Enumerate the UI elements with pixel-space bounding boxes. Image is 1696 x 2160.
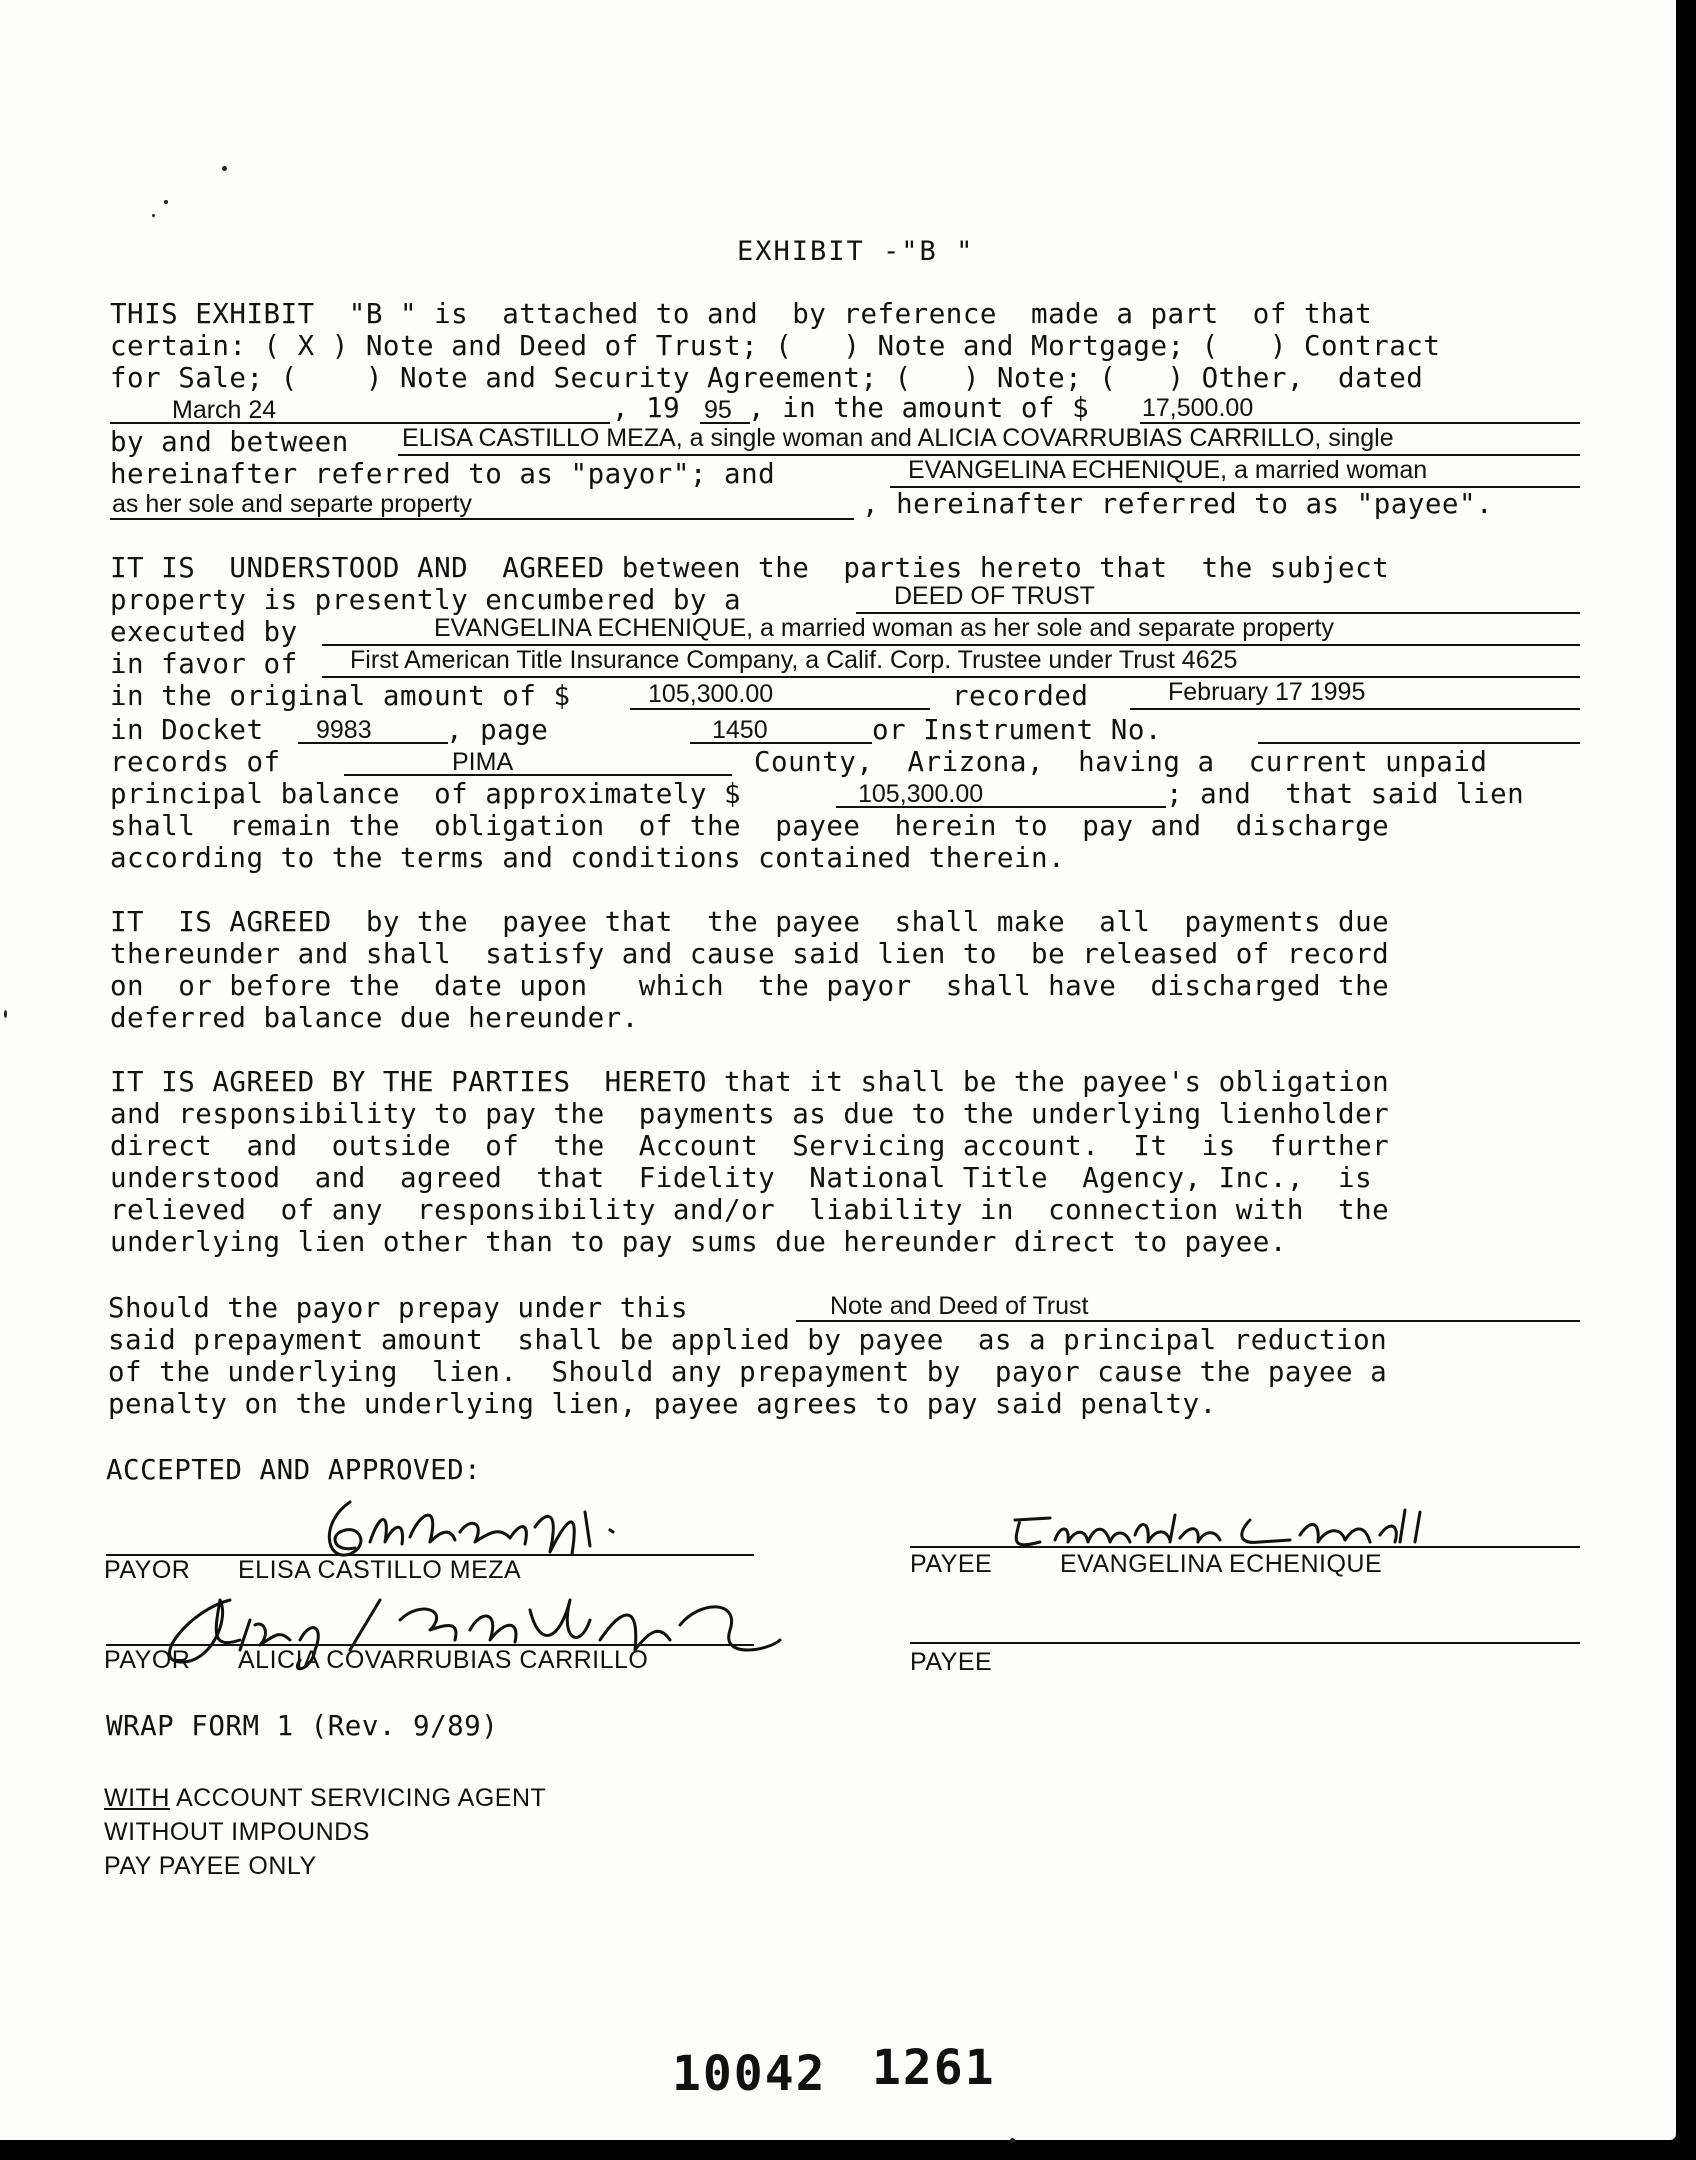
accepted-heading: ACCEPTED AND APPROVED: <box>106 1454 482 1486</box>
favor-of-blank <box>322 676 1580 678</box>
scan-speck <box>152 214 155 217</box>
para1-line7: , hereinafter referred to as "payee". <box>862 488 1494 520</box>
para2-line8b: ; and that said lien <box>1166 778 1525 810</box>
para4-line1: IT IS AGREED BY THE PARTIES HERETO that it shall be the payee's obligation <box>110 1066 1390 1098</box>
payee2-value: as her sole and separte property <box>112 490 472 518</box>
para1-line2: certain: ( X ) Note and Deed of Trust; ( ) Note and Mortgage; ( ) Contract <box>110 330 1441 362</box>
favor-of-value: First American Title Insurance Company, a Calif. Corp. Trustee under Trust 4625 <box>350 646 1238 674</box>
option-with-account-servicing <box>104 1784 546 1813</box>
payee-value: EVANGELINA ECHENIQUE, a married woman <box>908 456 1428 484</box>
para2-line5a: in the original amount of $ <box>110 680 571 712</box>
payors-value: ELISA CASTILLO MEZA, a single woman and ALICIA COVARRUBIAS CARRILLO, single <box>402 424 1394 452</box>
page-value: 1450 <box>712 716 768 744</box>
recording-number-page: 1261 <box>872 2040 996 2096</box>
payor1-label: PAYOR <box>104 1556 191 1584</box>
para1-line6: hereinafter referred to as "payor"; and <box>110 458 776 490</box>
para4-line3: direct and outside of the Account Servicing account. It is further <box>110 1130 1390 1162</box>
para2-line10: according to the terms and conditions contained therein. <box>110 842 1066 874</box>
recorded-value: February 17 1995 <box>1168 678 1366 706</box>
para4-line5: relieved of any responsibility and/or liability in connection with the <box>110 1194 1390 1226</box>
para3-line1: IT IS AGREED by the payee that the payee shall make all payments due <box>110 906 1390 938</box>
option-with-word: WITH <box>104 1784 170 1812</box>
para2-line7b: County, Arizona, having a current unpaid <box>754 746 1488 778</box>
encumbrance-value: DEED OF TRUST <box>894 582 1095 610</box>
executed-by-value: EVANGELINA ECHENIQUE, a married woman as her sole and separate property <box>434 614 1334 642</box>
para1-line1: THIS EXHIBIT "B " is attached to and by reference made a part of that <box>110 298 1373 330</box>
scan-speck <box>164 200 168 204</box>
payor2-label: PAYOR <box>104 1646 191 1674</box>
para2-line7a: records of <box>110 746 281 778</box>
scan-speck <box>1010 2138 1015 2143</box>
para3-line4: deferred balance due hereunder. <box>110 1002 639 1034</box>
para2-line4: in favor of <box>110 648 298 680</box>
para2-line6a: in Docket <box>110 714 264 746</box>
para2-line6c: or Instrument No. <box>872 714 1162 746</box>
para2-line5b: recorded <box>952 680 1089 712</box>
payee1-name: EVANGELINA ECHENIQUE <box>1060 1550 1383 1578</box>
option-without-impounds: WITHOUT IMPOUNDS <box>104 1818 370 1846</box>
para2-line8a: principal balance of approximately $ <box>110 778 742 810</box>
para3-line2: thereunder and shall satisfy and cause said lien to be released of record <box>110 938 1390 970</box>
payor2-name: ALICIA COVARRUBIAS CARRILLO <box>238 1646 649 1674</box>
balance-value: 105,300.00 <box>858 780 984 808</box>
form-id: WRAP FORM 1 (Rev. 9/89) <box>106 1710 499 1742</box>
recorded-blank <box>1130 708 1580 710</box>
para5-line2: said prepayment amount shall be applied by payee as a principal reduction <box>108 1324 1388 1356</box>
county-value: PIMA <box>452 748 514 776</box>
para4-line6: underlying lien other than to pay sums due hereunder direct to payee. <box>110 1226 1287 1258</box>
scan-speck <box>4 1010 7 1018</box>
para5-line1: Should the payor prepay under this <box>108 1292 688 1324</box>
payee2-label: PAYEE <box>910 1648 993 1676</box>
orig-amount-value: 105,300.00 <box>648 680 774 708</box>
prepay-value: Note and Deed of Trust <box>830 1292 1089 1320</box>
para5-line3: of the underlying lien. Should any prepayment by payor cause the payee a <box>108 1356 1388 1388</box>
exhibit-title: EXHIBIT -"B " <box>737 236 975 267</box>
para1-line4a: , 19 <box>612 392 681 424</box>
option-pay-payee-only: PAY PAYEE ONLY <box>104 1852 317 1880</box>
option-with-rest: ACCOUNT SERVICING AGENT <box>169 1784 547 1812</box>
para4-line4: understood and agreed that Fidelity National Title Agency, Inc., is <box>110 1162 1373 1194</box>
payor1-name: ELISA CASTILLO MEZA <box>238 1556 522 1584</box>
para2-line3: executed by <box>110 616 298 648</box>
scan-speck <box>222 166 227 171</box>
para1-line5: by and between <box>110 426 349 458</box>
payee2-signature-line <box>910 1642 1580 1644</box>
para2-line2: property is presently encumbered by a <box>110 584 742 616</box>
para1-line4b: , in the amount of $ <box>748 392 1090 424</box>
para2-line6b: , page <box>446 714 549 746</box>
amount-value: 17,500.00 <box>1142 394 1254 422</box>
para2-line1: IT IS UNDERSTOOD AND AGREED between the parties hereto that the subject <box>110 552 1390 584</box>
payee1-label: PAYEE <box>910 1550 993 1578</box>
para4-line2: and responsibility to pay the payments as due to the underlying lienholder <box>110 1098 1390 1130</box>
recording-number-docket: 10042 <box>672 2046 827 2102</box>
para2-line9: shall remain the obligation of the payee herein to pay and discharge <box>110 810 1390 842</box>
instrument-blank <box>1258 742 1580 744</box>
year-value: 95 <box>704 396 732 424</box>
county-blank <box>344 774 732 776</box>
date-value: March 24 <box>172 396 277 424</box>
para1-line3: for Sale; ( ) Note and Security Agreement; ( ) Note; ( ) Other, dated <box>110 362 1424 394</box>
docket-value: 9983 <box>316 716 372 744</box>
para5-line4: penalty on the underlying lien, payee agrees to pay said penalty. <box>108 1388 1217 1420</box>
para3-line3: on or before the date upon which the payor shall have discharged the <box>110 970 1390 1002</box>
